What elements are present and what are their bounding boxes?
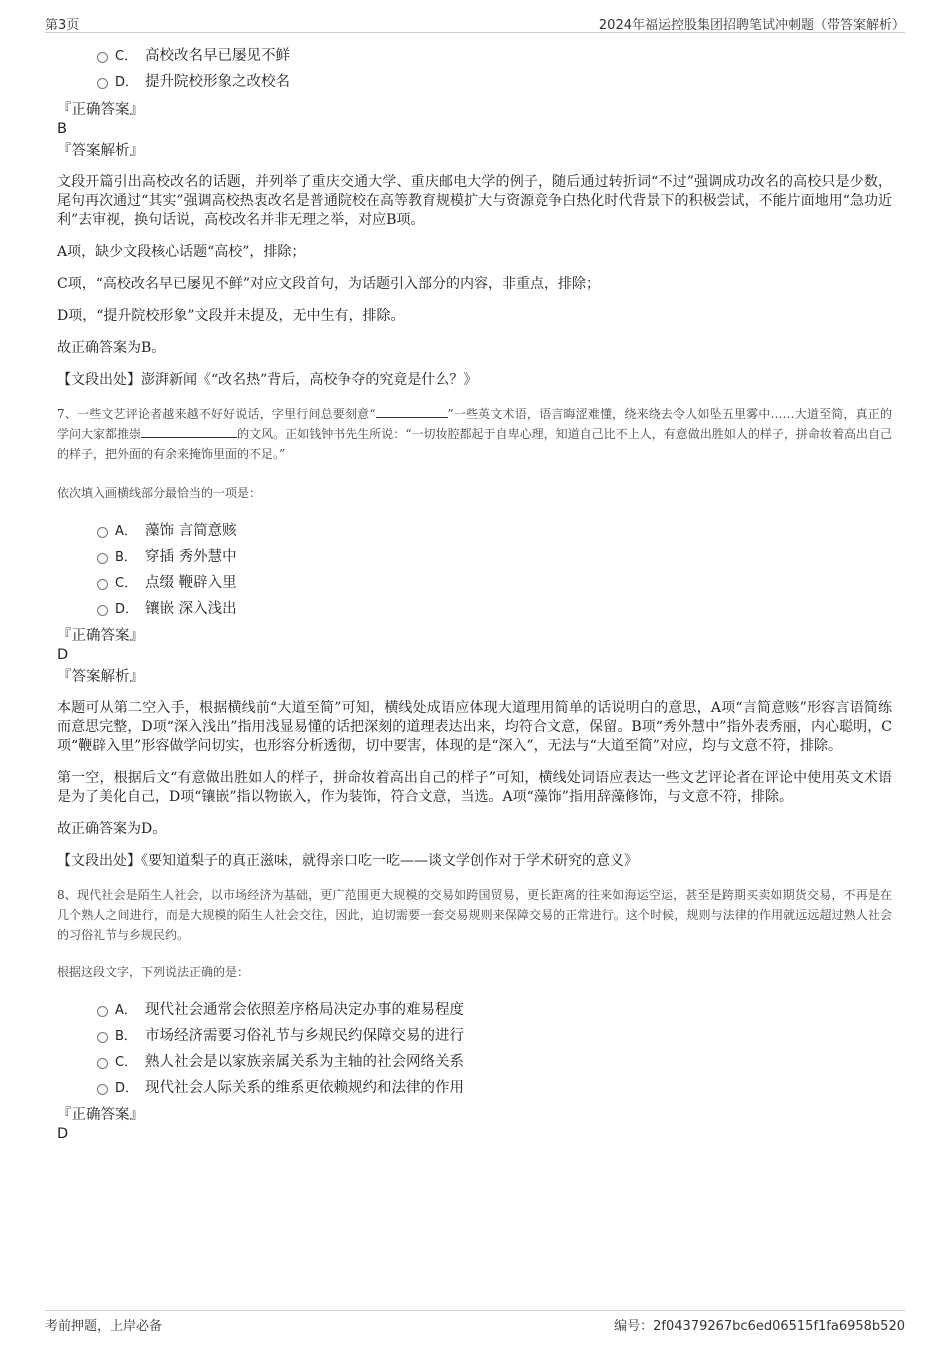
answer-heading: 『正确答案』 — [57, 102, 144, 118]
q8-option-d[interactable]: D． 现代社会人际关系的维系更依赖规约和法律的作用 — [57, 1075, 892, 1101]
fill-blank — [141, 425, 237, 438]
page-number: 第3页 — [45, 18, 80, 33]
q7-option-c[interactable]: C． 点缀 鞭辟入里 — [57, 570, 892, 596]
page-footer — [45, 1310, 905, 1333]
question-prompt: 根据这段文字，下列说法正确的是： — [57, 965, 250, 979]
source-citation: 【文段出处】澎湃新闻《“改名热”背后，高校争夺的究竟是什么？》 — [57, 372, 478, 388]
page-header — [45, 10, 905, 33]
analysis-heading: 『答案解析』 — [57, 669, 144, 685]
q7-options — [57, 518, 892, 622]
q6-options — [57, 43, 892, 95]
document-content — [57, 42, 892, 1143]
q7-option-b[interactable]: B． 穿插 秀外慧中 — [57, 544, 892, 570]
q7-option-d[interactable]: D． 镶嵌 深入浅出 — [57, 596, 892, 622]
analysis-paragraph: D项，“提升院校形象”文段并未提及，无中生有，排除。 — [57, 308, 405, 324]
correct-answer: D — [57, 647, 69, 663]
radio-button[interactable] — [97, 553, 108, 564]
radio-button[interactable] — [97, 1058, 108, 1069]
q6-option-c[interactable]: C． 高校改名早已屡见不鲜 — [57, 43, 892, 69]
source-citation: 【文段出处】《要知道梨子的真正滋味，就得亲口吃一吃——谈文学创作对于学术研究的意义》 — [57, 853, 638, 869]
q7-option-a[interactable]: A． 藻饰 言简意赅 — [57, 518, 892, 544]
radio-button[interactable] — [97, 579, 108, 590]
radio-button[interactable] — [97, 1032, 108, 1043]
footer-slogan: 考前押题，上岸必备 — [45, 1319, 163, 1334]
question-prompt: 依次填入画横线部分最恰当的一项是： — [57, 486, 262, 500]
correct-answer: D — [57, 1126, 69, 1142]
q8-option-a[interactable]: A． 现代社会通常会依照差序格局决定办事的难易程度 — [57, 997, 892, 1023]
analysis-heading: 『答案解析』 — [57, 143, 144, 159]
radio-button[interactable] — [97, 605, 108, 616]
question-stem: 8、现代社会是陌生人社会，以市场经济为基础，更广范围更大规模的交易如跨国贸易，更长距离的往来如海运空运，甚至是跨期买卖如期货交易，不再是在几个熟人之间进行，而是大规模的陌生人社会交往，因此，迫切需要一套交易规则来保障交易的正常进行。这个时候，规则与法律的作用就远远超过熟人社会的习俗礼节与乡规民约。 — [57, 888, 892, 942]
answer-heading: 『正确答案』 — [57, 628, 144, 644]
analysis-paragraph: C项，“高校改名早已屡见不鲜”对应文段首句，为话题引入部分的内容，非重点，排除； — [57, 276, 601, 292]
fill-blank — [376, 405, 448, 418]
q6-option-d[interactable]: D． 提升院校形象之改校名 — [57, 69, 892, 95]
analysis-paragraph: 本题可从第二空入手，根据横线前“大道至简”可知，横线处成语应体现大道理用简单的话说明白的意思，A项“言简意赅”形容言语简练而意思完整，D项“深入浅出”指用浅显易懂的话把深刻的道理表达出来，均符合文意，保留。B项“秀外慧中”指外表秀丽，内心聪明，C项“鞭辟入里”形容做学问切实，也形容分析透彻，切中要害，体现的是“深入”，无法与“大道至简”对应，均与文意不符，排除。 — [57, 700, 892, 754]
radio-button[interactable] — [97, 1084, 108, 1095]
question-stem: 7、一些文艺评论者越来越不好好说话，字里行间总要刻意“ ”一些英文术语，语言晦涩难懂，绕来绕去令人如坠五里雾中……大道至简，真正的学问大家都推崇 的文风。正如钱钟书先生所说：“一切妆腔都起于自卑心理，知道自己比不上人，有意做出胜如人的样子，拼命妆着高出自己的样子，把外面的有余来掩饰里面的不足。” — [57, 407, 892, 461]
q8-option-b[interactable]: B． 市场经济需要习俗礼节与乡规民约保障交易的进行 — [57, 1023, 892, 1049]
document-code: 编号：2f04379267bc6ed06515f1fa6958b520 — [614, 1319, 905, 1334]
correct-answer: B — [57, 121, 67, 137]
analysis-paragraph: 故正确答案为D。 — [57, 821, 167, 837]
radio-button[interactable] — [97, 52, 108, 63]
answer-heading: 『正确答案』 — [57, 1107, 144, 1123]
analysis-paragraph: A项，缺少文段核心话题“高校”，排除； — [57, 244, 306, 260]
q8-option-c[interactable]: C． 熟人社会是以家族亲属关系为主轴的社会网络关系 — [57, 1049, 892, 1075]
radio-button[interactable] — [97, 78, 108, 89]
q8-options — [57, 997, 892, 1101]
document-title: 2024年福运控股集团招聘笔试冲刺题（带答案解析） — [598, 18, 905, 33]
analysis-paragraph: 第一空，根据后文“有意做出胜如人的样子，拼命妆着高出自己的样子”可知，横线处词语应表达一些文艺评论者在评论中使用英文术语是为了美化自己，D项“镶嵌”指以物嵌入，作为装饰，符合文意，当选。A项“藻饰”指用辞藻修饰，与文意不符，排除。 — [57, 770, 892, 805]
radio-button[interactable] — [97, 527, 108, 538]
radio-button[interactable] — [97, 1006, 108, 1017]
analysis-paragraph: 故正确答案为B。 — [57, 340, 166, 356]
analysis-paragraph: 文段开篇引出高校改名的话题，并列举了重庆交通大学、重庆邮电大学的例子，随后通过转折词“不过”强调成功改名的高校只是少数，尾句再次通过“其实”强调高校热衷改名是普通院校在高等教育规模扩大与资源竞争白热化时代背景下的积极尝试，不能片面地用“急功近利”去审视，换句话说，高校改名并非无理之举，对应B项。 — [57, 174, 892, 228]
